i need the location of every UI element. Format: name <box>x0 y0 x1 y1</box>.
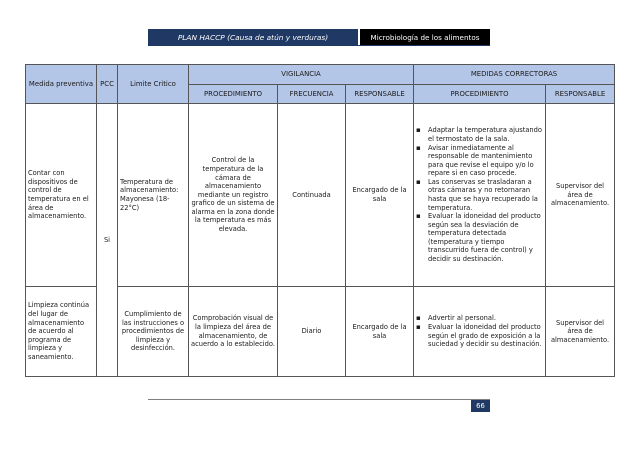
header-pcc: PCC <box>97 65 118 104</box>
procedimiento-cell: Control de la temperatura de la cámara de almacenamiento mediante un registro grafico de un sistema de alarma en la zona donde la temperatura es más elevada. <box>189 104 278 287</box>
correctoras-cell <box>414 287 546 377</box>
responsable-cell: Encargado de la sala <box>346 287 414 377</box>
header-frecuencia: FRECUENCIA <box>278 85 346 104</box>
section-title: Microbiología de los alimentos <box>360 29 490 45</box>
list-item: ▪ Avisar inmediatamente al responsable de mantenimiento para que revise el equipo y/o lo repare si en caso procede. <box>425 144 543 178</box>
medida-cell: Contar con dispositivos de control de temperatura en el área de almacenamiento. <box>26 104 97 287</box>
header-responsable: RESPONSABLE <box>346 85 414 104</box>
list-item: ▪ Advertir al personal. <box>425 314 543 323</box>
header-procedimiento-correctora: PROCEDIMIENTO <box>414 85 546 104</box>
header-medidas-correctoras: MEDIDAS CORRECTORAS <box>414 65 615 85</box>
limite-cell: Cumplimiento de las instrucciones o procedimientos de limpieza y desinfección. <box>118 287 189 377</box>
responsable-cell: Encargado de la sala <box>346 104 414 287</box>
header-medida: Medida preventiva <box>26 65 97 104</box>
correctoras-list <box>416 126 543 263</box>
responsable-correctora-cell: Supervisor del área de almacenamiento. <box>546 104 615 287</box>
header-limite: Limite Critico <box>118 65 189 104</box>
list-item: ▪ Adaptar la temperatura ajustando el termostato de la sala. <box>425 126 543 143</box>
list-item: ▪ Las conservas se trasladaran a otras cámaras y no retornaran hasta que se haya recuperado la temperatura. <box>425 178 543 212</box>
list-item: ▪ Evaluar la idoneidad del producto según el grado de exposición a la suciedad y decidir su destinación. <box>425 323 543 349</box>
table-row <box>26 104 615 287</box>
haccp-table <box>25 64 615 377</box>
plan-title: PLAN HACCP (Causa de atún y verduras) <box>148 29 358 45</box>
page-number: 66 <box>471 400 490 412</box>
header-responsable-correctora: RESPONSABLE <box>546 85 615 104</box>
header-vigilancia: VIGILANCIA <box>189 65 414 85</box>
frecuencia-cell: Diario <box>278 287 346 377</box>
medida-cell: Limpieza continúa del lugar de almacenamiento de acuerdo al programa de limpieza y saneamiento. <box>26 287 97 377</box>
correctoras-list <box>416 314 543 348</box>
frecuencia-cell: Continuada <box>278 104 346 287</box>
correctoras-cell <box>414 104 546 287</box>
procedimiento-cell: Comprobación visual de la limpieza del área de almacenamiento, de acuerdo a lo establecido. <box>189 287 278 377</box>
header-procedimiento: PROCEDIMIENTO <box>189 85 278 104</box>
list-item: ▪ Evaluar la idoneidad del producto según sea la desviación de temperatura detectada (temperatura y tiempo transcurrido fuera de control) y decidir su destinación. <box>425 212 543 263</box>
header-divider <box>148 45 490 46</box>
responsable-correctora-cell: Supervisor del área de almacenamiento. <box>546 287 615 377</box>
footer-divider <box>148 399 490 400</box>
limite-cell: Temperatura de almacenamiento: Mayonesa (18-22°C) <box>118 104 189 287</box>
pcc-cell: Si <box>97 104 118 377</box>
